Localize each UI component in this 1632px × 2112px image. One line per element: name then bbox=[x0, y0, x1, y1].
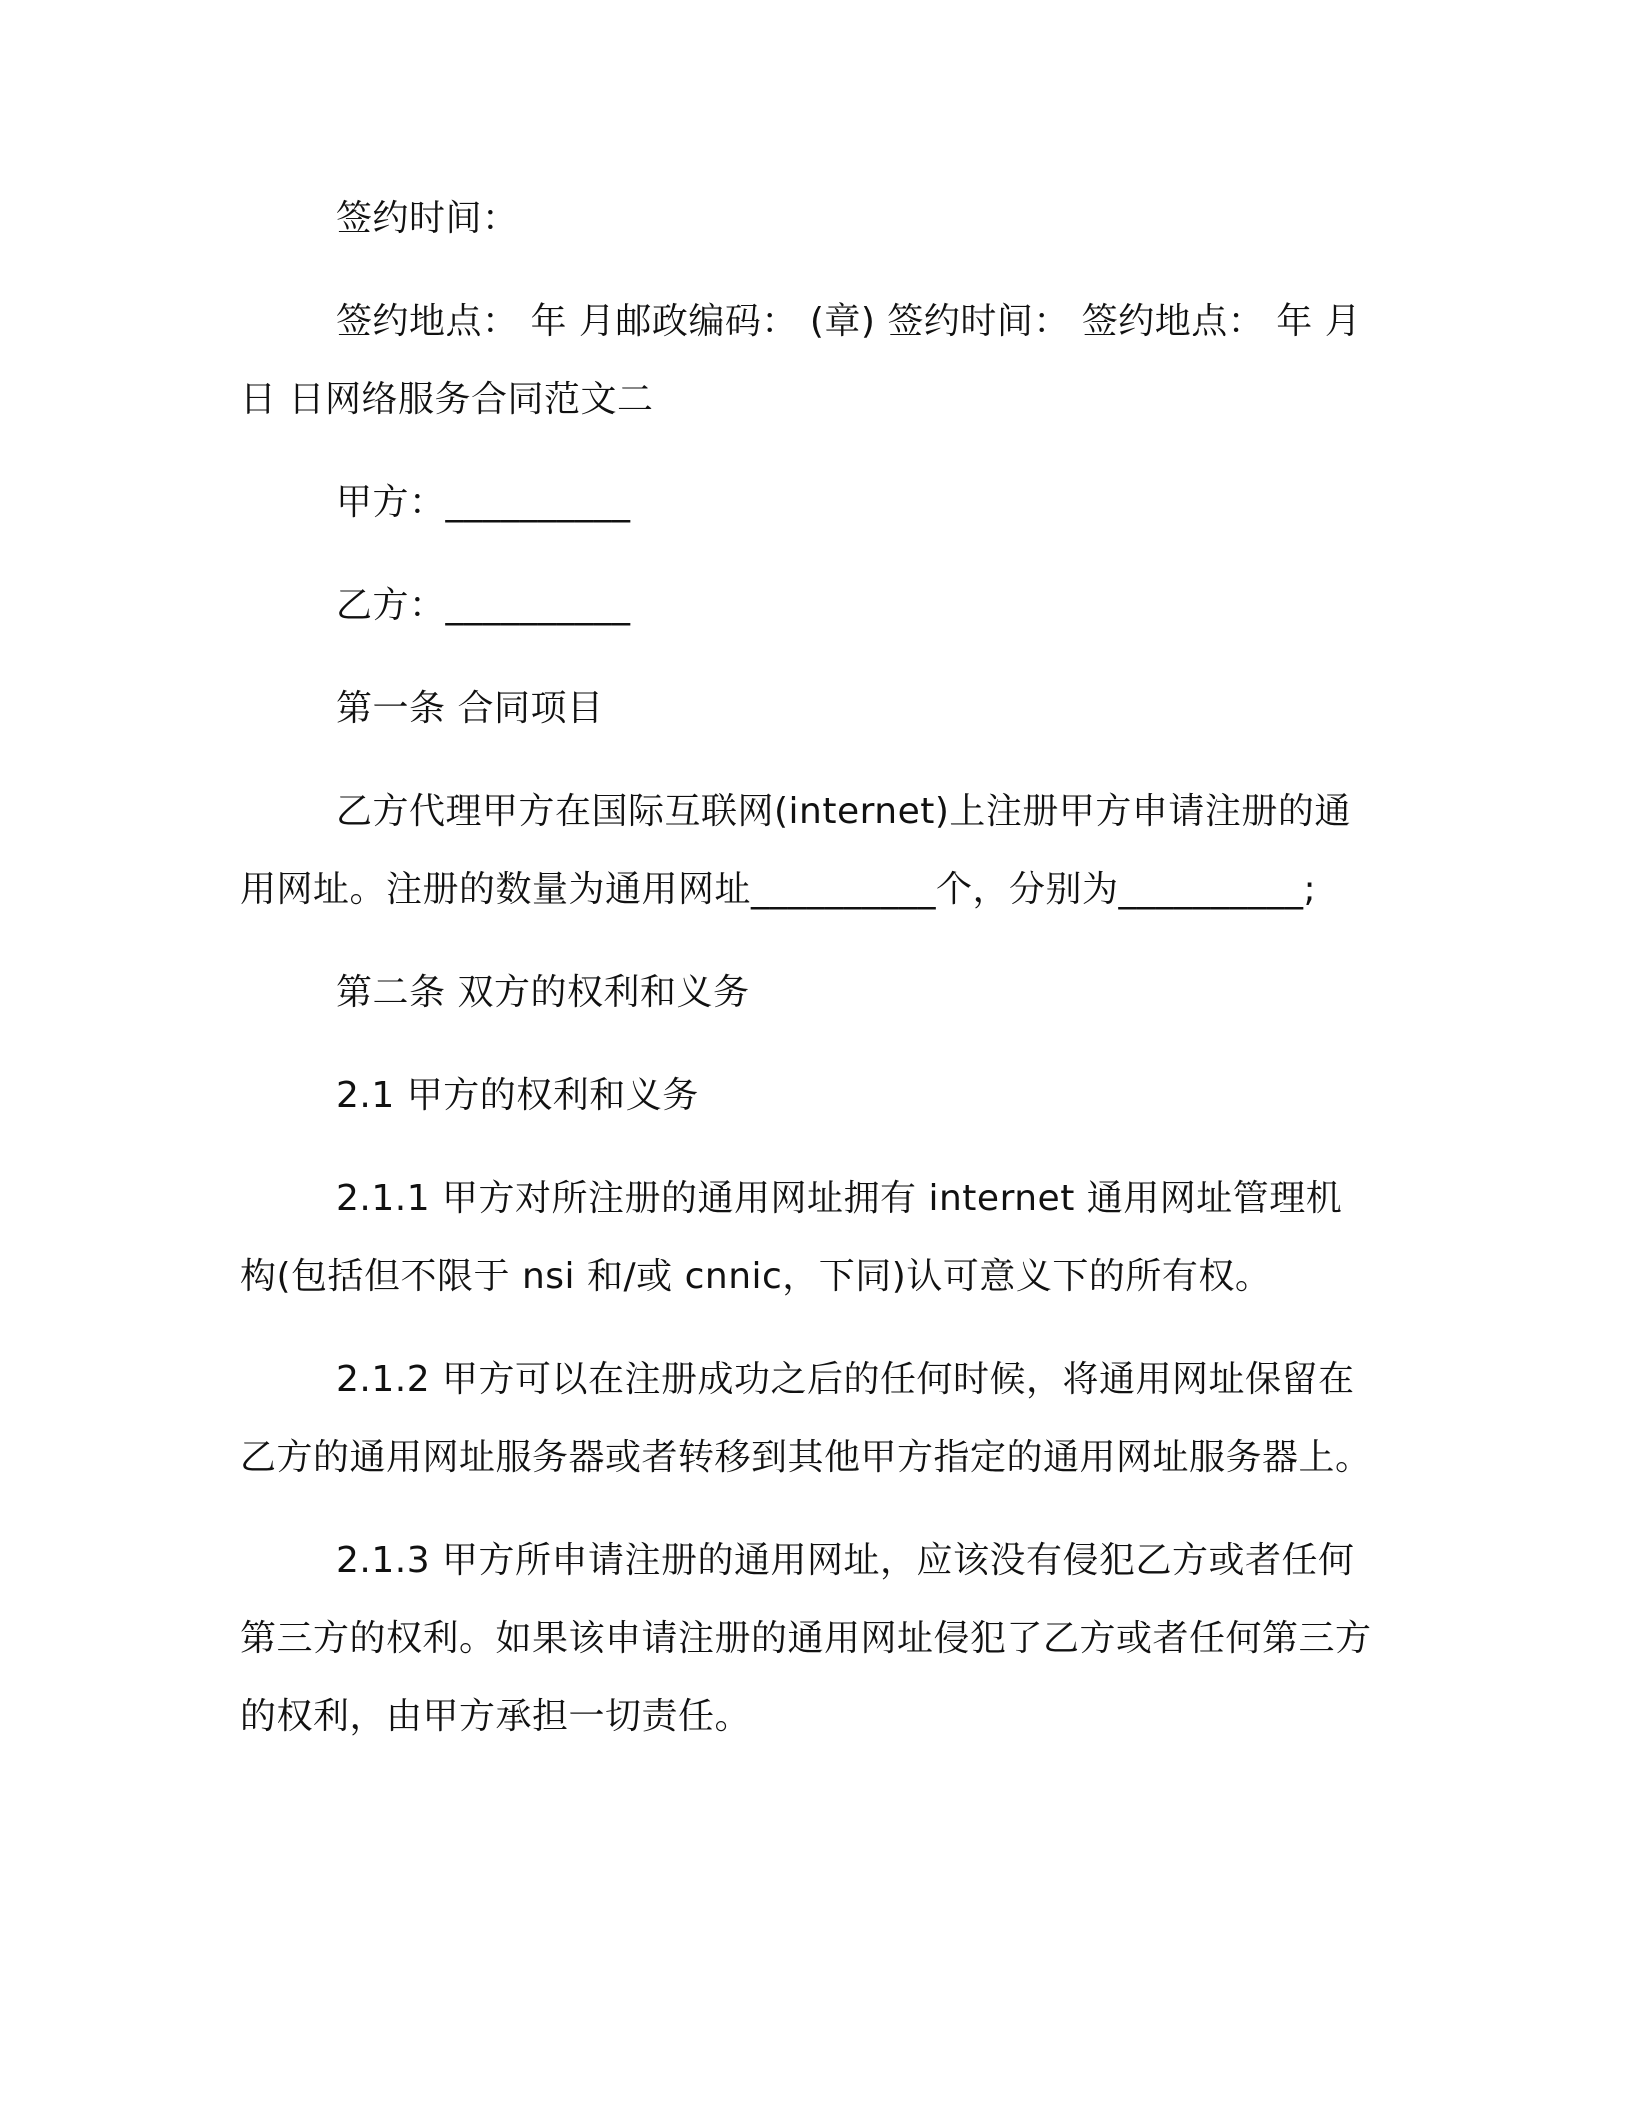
clause-2-1-1: 2.1.1 甲方对所注册的通用网址拥有 internet 通用网址管理机构(包括但不限于 nsi 和/或 cnnic，下同)认可意义下的所有权。 bbox=[240, 1178, 1343, 1297]
document-body bbox=[240, 180, 1372, 1781]
section-2-1-heading: 2.1 甲方的权利和义务 bbox=[336, 1075, 699, 1116]
article-2-heading: 第二条 双方的权利和义务 bbox=[336, 972, 750, 1013]
clause-2-1-2: 2.1.2 甲方可以在注册成功之后的任何时候，将通用网址保留在乙方的通用网址服务器或者转移到其他甲方指定的通用网址服务器上。 bbox=[240, 1359, 1372, 1478]
party-b-line: 乙方：__________ bbox=[336, 585, 631, 626]
article-1-heading: 第一条 合同项目 bbox=[336, 688, 604, 729]
article-1-body: 乙方代理甲方在国际互联网(internet)上注册甲方申请注册的通用网址。注册的数量为通用网址__________个，分别为__________; bbox=[240, 791, 1351, 910]
party-a-line: 甲方：__________ bbox=[336, 482, 631, 523]
signing-time-line: 签约时间： bbox=[336, 198, 519, 239]
clause-2-1-3: 2.1.3 甲方所申请注册的通用网址，应该没有侵犯乙方或者任何第三方的权利。如果该申请注册的通用网址侵犯了乙方或者任何第三方的权利，由甲方承担一切责任。 bbox=[240, 1540, 1372, 1737]
signing-place-line: 签约地点： 年 月邮政编码： (章) 签约时间： 签约地点： 年 月日 日网络服务合同范文二 bbox=[240, 301, 1362, 420]
